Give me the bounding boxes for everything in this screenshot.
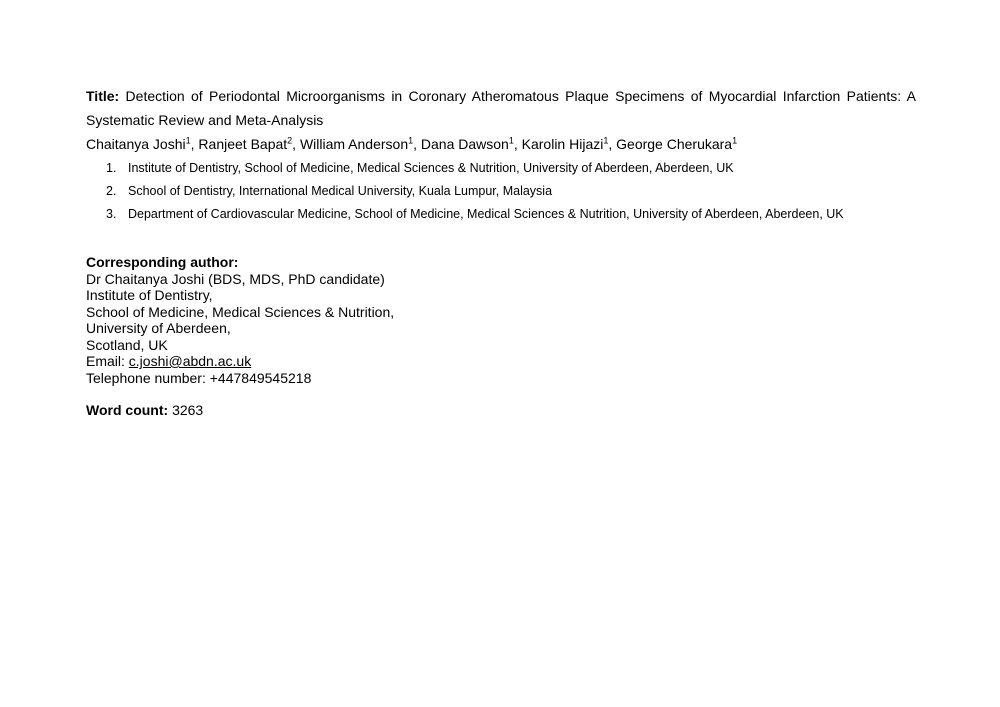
affiliation-number: 2. bbox=[106, 184, 117, 198]
author-list bbox=[86, 134, 916, 154]
affiliation-number: 1. bbox=[106, 161, 117, 175]
corresponding-author-heading: Corresponding author: bbox=[86, 254, 239, 270]
author-separator: , bbox=[513, 136, 522, 152]
author bbox=[421, 136, 522, 152]
paper-title bbox=[86, 84, 916, 132]
corresponding-author-line: University of Aberdeen, bbox=[86, 320, 231, 336]
affiliation-text: Institute of Dentistry, School of Medicine, Medical Sciences & Nutrition, University of Aberdeen, Aberdeen, UK bbox=[128, 161, 734, 175]
corresponding-author-line: School of Medicine, Medical Sciences & Nutrition, bbox=[86, 303, 395, 320]
author-separator: , bbox=[413, 136, 421, 152]
email-line bbox=[86, 353, 916, 370]
affiliation-list bbox=[86, 157, 916, 226]
author-affiliation-mark: 1 bbox=[732, 135, 738, 146]
author-separator: , bbox=[608, 136, 617, 152]
author-affiliation-mark: 2 bbox=[287, 135, 293, 146]
author-affiliation-mark: 1 bbox=[603, 135, 609, 146]
corresponding-author-line: Dr Chaitanya Joshi (BDS, MDS, PhD candidate) bbox=[86, 270, 385, 287]
author-affiliation-mark: 1 bbox=[508, 135, 514, 146]
author-name: Ranjeet Bapat bbox=[198, 136, 288, 152]
affiliation-number: 3. bbox=[106, 207, 117, 221]
author bbox=[86, 136, 198, 152]
title-text: Detection of Periodontal Microorganisms in Coronary Atheromatous Plaque Specimens of Myocardial Infarction Patients: A Systematic Review and Meta-Analysis bbox=[86, 88, 917, 128]
affiliation-text: Department of Cardiovascular Medicine, School of Medicine, Medical Sciences & Nutrition, University of Aberdeen, Aberdeen, UK bbox=[128, 207, 844, 221]
corresponding-author-block bbox=[86, 254, 916, 386]
corresponding-author-line: Scotland, UK bbox=[86, 336, 168, 353]
author bbox=[616, 136, 737, 152]
author-separator: , bbox=[190, 136, 199, 152]
title-page bbox=[86, 84, 916, 419]
author-affiliation-mark: 1 bbox=[185, 135, 191, 146]
author-name: Karolin Hijazi bbox=[521, 136, 604, 152]
corresponding-author-line: Institute of Dentistry, bbox=[86, 287, 213, 303]
author-name: William Anderson bbox=[299, 136, 409, 152]
email-label: Email: bbox=[86, 353, 129, 369]
author-name: Chaitanya Joshi bbox=[86, 136, 186, 152]
author bbox=[198, 136, 300, 152]
author-separator: , bbox=[292, 136, 300, 152]
word-count-value: 3263 bbox=[172, 402, 204, 418]
author-name: George Cherukara bbox=[616, 136, 733, 152]
email-link[interactable]: c.joshi@abdn.ac.uk bbox=[128, 353, 252, 369]
title-label: Title: bbox=[86, 88, 120, 104]
word-count bbox=[86, 402, 916, 419]
affiliation-item bbox=[86, 157, 916, 180]
word-count-label: Word count: bbox=[86, 402, 169, 418]
telephone-line: Telephone number: +447849545218 bbox=[86, 369, 312, 386]
affiliation-text: School of Dentistry, International Medical University, Kuala Lumpur, Malaysia bbox=[128, 184, 553, 198]
author-name: Dana Dawson bbox=[420, 136, 509, 152]
author bbox=[522, 136, 617, 152]
affiliation-item bbox=[86, 180, 916, 203]
affiliation-item bbox=[86, 203, 916, 226]
author bbox=[300, 136, 421, 152]
author-affiliation-mark: 1 bbox=[408, 135, 414, 146]
